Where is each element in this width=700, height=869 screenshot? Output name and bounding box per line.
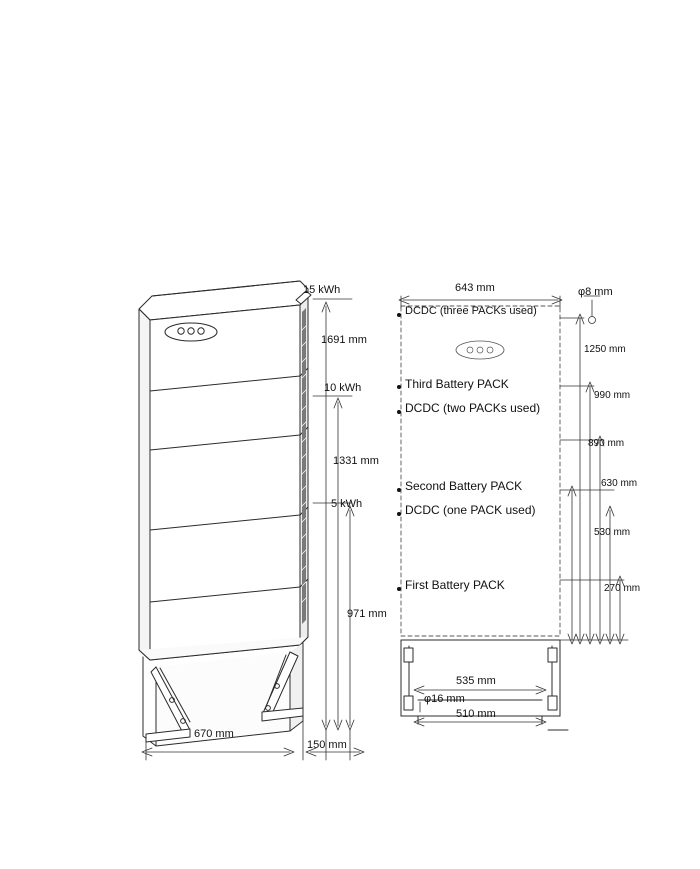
- label-width-670: 670 mm: [194, 728, 234, 740]
- label-depth-150: 150 mm: [307, 739, 347, 751]
- label-hole-diameter-16: φ16 mm: [424, 693, 465, 705]
- label-hole-diameter-8: φ8 mm: [578, 286, 613, 298]
- label-dcdc-two-packs: DCDC (two PACKs used): [405, 401, 541, 415]
- bullet-pack-second: [397, 488, 401, 492]
- label-dim-1250: 1250 mm: [584, 344, 626, 355]
- bullet-dcdc-two: [397, 410, 401, 414]
- label-first-battery-pack: First Battery PACK: [405, 578, 505, 592]
- label-dim-990: 990 mm: [594, 390, 631, 401]
- label-dcdc-three-packs: DCDC (three PACKs used): [405, 305, 537, 317]
- bullet-dcdc-three: [397, 313, 401, 317]
- iso-cabinet: [139, 281, 311, 660]
- label-capacity-5kwh: 5 kWh: [331, 498, 363, 510]
- bullet-pack-third: [397, 385, 401, 389]
- front-elevation: [401, 306, 568, 730]
- label-height-1691: 1691 mm: [321, 334, 367, 346]
- label-height-1331: 1331 mm: [333, 455, 379, 467]
- label-base-510: 510 mm: [456, 708, 496, 720]
- label-base-535: 535 mm: [456, 675, 496, 687]
- label-height-971: 971 mm: [347, 608, 387, 620]
- label-second-battery-pack: Second Battery PACK: [405, 479, 523, 493]
- label-capacity-15kwh: 15 kWh: [303, 284, 341, 296]
- label-dim-270: 270 mm: [604, 583, 641, 594]
- label-third-battery-pack: Third Battery PACK: [405, 377, 509, 391]
- bullet-dcdc-one: [397, 512, 401, 516]
- label-capacity-10kwh: 10 kWh: [324, 382, 362, 394]
- label-width-643: 643 mm: [455, 282, 495, 294]
- bullet-pack-first: [397, 587, 401, 591]
- label-dim-890: 890 mm: [588, 438, 625, 449]
- label-dcdc-one-pack: DCDC (one PACK used): [405, 503, 536, 517]
- label-dim-630: 630 mm: [601, 478, 638, 489]
- label-dim-530: 530 mm: [594, 527, 631, 538]
